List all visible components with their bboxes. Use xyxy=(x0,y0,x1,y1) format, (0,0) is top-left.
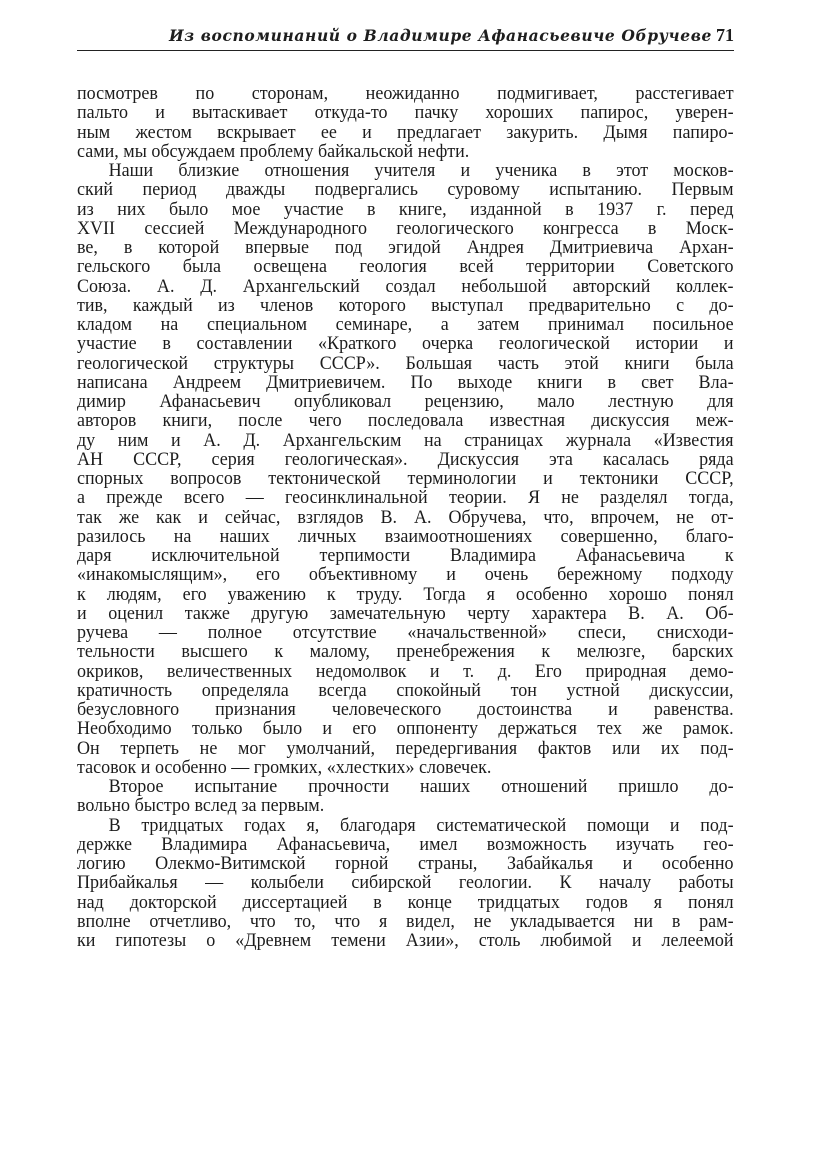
text-line: разилось на наших личных взаимоотношениях совершенно, благо- xyxy=(77,525,734,547)
text-line: Союза. А. Д. Архангельский создал небольшой авторский коллек- xyxy=(77,275,734,297)
text-line: над докторской диссертацией в конце тридцатых годов я понял xyxy=(77,891,734,913)
paragraph xyxy=(77,161,734,777)
body-text xyxy=(77,84,734,950)
text-line: сами, мы обсуждаем проблему байкальской нефти. xyxy=(77,140,470,162)
text-line: Он терпеть не мог умолчаний, передергивания фактов или их под- xyxy=(77,737,734,759)
text-line: кратичность определяла всегда спокойный тон устной дискуссии, xyxy=(77,679,734,701)
text-line: пальто и вытаскивает откуда-то пачку хороших папирос, уверен- xyxy=(77,102,734,124)
text-line: гельского была освещена геология всей территории Советского xyxy=(77,256,734,278)
text-line: геологической структуры СССР». Большая часть этой книги была xyxy=(77,352,734,374)
text-line: ду ним и А. Д. Архангельским на страницах журнала «Известия xyxy=(77,429,734,451)
text-line: участие в составлении «Краткого очерка геологической истории и xyxy=(77,333,734,355)
text-line: написана Андреем Дмитриевичем. По выходе книги в свет Вла- xyxy=(77,371,734,393)
text-line: авторов книги, после чего последовала известная дискуссия меж- xyxy=(77,410,734,432)
paragraph xyxy=(77,777,734,816)
text-line: Необходимо только было и его оппоненту держаться тех же рамок. xyxy=(77,718,734,740)
text-line: «инакомыслящим», его объективному и очень бережному подходу xyxy=(77,564,734,586)
book-page xyxy=(77,24,734,951)
text-line: ручева — полное отсутствие «начальственной» спеси, снисходи- xyxy=(77,622,734,643)
text-line: ве, в которой впервые под эгидой Андрея Дмитриевича Архан- xyxy=(77,237,734,258)
text-line: кладом на специальном семинаре, а затем принимал посильное xyxy=(77,314,734,335)
text-line: В тридцатых годах я, благодаря систематической помощи и под- xyxy=(108,814,734,836)
text-line: из них было мое участие в книге, изданной в 1937 г. перед xyxy=(77,198,734,220)
text-line: димир Афанасьевич опубликовал рецензию, мало лестную для xyxy=(77,391,734,412)
text-line: так же как и сейчас, взглядов В. А. Обручева, что, впрочем, не от- xyxy=(77,506,734,528)
text-line: и оценил также другую замечательную черту характера В. А. Об- xyxy=(77,602,734,624)
text-line: Наши близкие отношения учителя и ученика в этот москов- xyxy=(108,160,734,181)
text-line: окриков, величественных недомолвок и т. д. Его природная демо- xyxy=(77,660,734,682)
text-line: к людям, его уважению к труду. Тогда я особенно хорошо понял xyxy=(77,583,734,605)
text-line: Прибайкалья — колыбели сибирской геологии. К началу работы xyxy=(77,872,734,894)
text-line: АН СССР, серия геологическая». Дискуссия эта касалась ряда xyxy=(77,448,734,470)
text-line: тив, каждый из членов которого выступал предварительно с до- xyxy=(77,294,734,316)
running-title: Из воспоминаний о Владимире Афанасьевиче Обручеве xyxy=(169,26,712,45)
text-line: логию Олекмо-Витимской горной страны, Забайкалья и особенно xyxy=(77,853,734,874)
text-line: ский период дважды подвергались суровому испытанию. Первым xyxy=(77,179,734,201)
text-line: тельности высшего к малому, пренебрежения к мелюзге, барских xyxy=(77,641,734,663)
text-line: XVII сессией Международного геологического конгресса в Моск- xyxy=(77,217,734,239)
running-header xyxy=(77,24,734,51)
paragraph xyxy=(77,816,734,951)
text-line: тасовок и особенно — громких, «хлестких» словечек. xyxy=(77,756,492,778)
text-line: а прежде всего — геосинклинальной теории. Я не разделял тогда, xyxy=(77,487,734,509)
text-line: Второе испытание прочности наших отношений пришло до- xyxy=(108,776,734,797)
text-line: ки гипотезы о «Древнем темени Азии», столь любимой и лелеемой xyxy=(77,930,734,951)
text-line: вольно быстро вслед за первым. xyxy=(77,795,325,817)
text-line: посмотрев по сторонам, неожиданно подмигивает, расстегивает xyxy=(77,83,734,104)
text-line: держке Владимира Афанасьевича, имел возможность изучать гео- xyxy=(77,833,734,855)
text-line: спорных вопросов тектонической терминологии и тектоники СССР, xyxy=(77,468,734,489)
text-line: вполне отчетливо, что то, что я видел, не укладывается ни в рам- xyxy=(77,910,734,932)
text-line: безусловного признания человеческого достоинства и равенства. xyxy=(77,699,734,720)
paragraph xyxy=(77,84,734,161)
text-line: ным жестом вскрывает ее и предлагает закурить. Дымя папиро- xyxy=(77,121,734,143)
text-line: даря исключительной терпимости Владимира Афанасьевича к xyxy=(77,545,734,566)
page-number: 71 xyxy=(716,25,734,45)
